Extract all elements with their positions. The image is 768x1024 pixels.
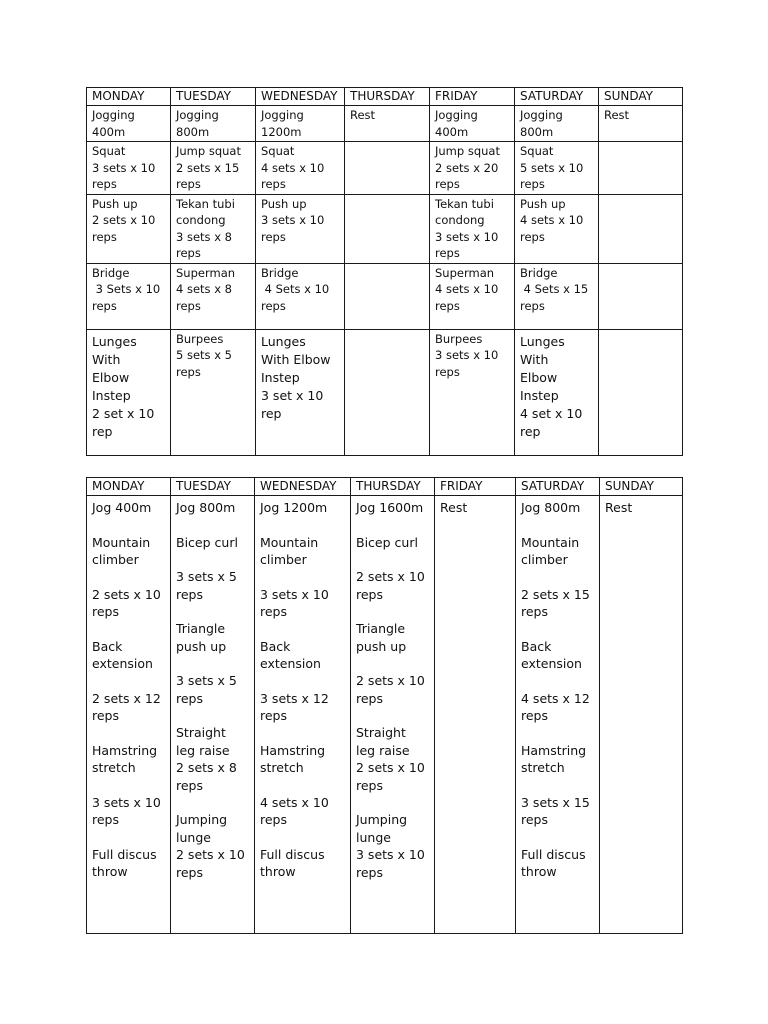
cell-text-line: Jog 800m [176, 500, 236, 515]
cell-text-line: Full discus [92, 846, 157, 862]
cell-text-line: Jog 800m [521, 500, 581, 515]
cell-text-line: Hamstring [521, 742, 587, 758]
cell-text-line: 3 sets x 15 [521, 794, 590, 810]
cell-text-line: Straight [176, 725, 226, 740]
cell-text-line: Instep [520, 387, 559, 403]
cell-text-line: Rest [604, 108, 630, 122]
table-cell [87, 496, 171, 934]
cell-text-line: 2 sets x 15 [176, 160, 240, 175]
cell-text-line: Back [260, 638, 291, 654]
cell-text-line: reps [435, 177, 460, 191]
cell-text-line: 4 Sets x 10 [261, 282, 330, 296]
cell-text-line: reps [260, 708, 288, 723]
spacer [356, 603, 429, 620]
cell-text-line: Lunges [520, 333, 565, 349]
cell-text-line: stretch [521, 760, 565, 775]
cell-text-line: Rest [350, 108, 376, 122]
cell-text-line: 3 sets x 12 [260, 690, 329, 706]
spacer [92, 777, 165, 794]
cell-text-line: 5 sets x 10 [520, 160, 584, 175]
cell-text-line: Elbow [92, 369, 130, 385]
cell-text-line: lunge [176, 829, 211, 845]
day-header: SUNDAY [600, 478, 683, 496]
cell-text-line: extension [92, 656, 153, 671]
cell-text-line: 4 sets x 10 [435, 282, 499, 296]
table-cell [87, 329, 171, 455]
cell-text-line: 2 sets x 10 [356, 673, 425, 688]
table-cell [430, 194, 515, 263]
spacer [92, 725, 165, 742]
spacer [521, 673, 594, 690]
cell-text-line: 2 sets x 10 [176, 847, 245, 862]
table-cell [256, 263, 345, 329]
day-header: FRIDAY [435, 478, 516, 496]
table-cell [345, 329, 430, 455]
day-header: FRIDAY [430, 88, 515, 106]
cell-text-line: rep [92, 423, 113, 439]
cell-text-line: 3 sets x 10 [92, 160, 156, 175]
spacer [260, 517, 345, 534]
cell-text-line: throw [260, 864, 296, 879]
cell-text-line: reps [176, 246, 201, 260]
spacer [176, 603, 249, 620]
spacer [260, 569, 345, 586]
cell-text-line: Jogging [435, 108, 478, 122]
cell-text-line: reps [176, 586, 204, 602]
cell-text-line: Full discus [521, 846, 586, 862]
day-header: TUESDAY [171, 478, 255, 496]
cell-text-line: Instep [92, 387, 131, 403]
table-cell [600, 496, 683, 934]
spacer [176, 794, 249, 811]
cell-text-line: reps [435, 298, 460, 313]
cell-text-line: 2 sets x 10 [92, 213, 156, 227]
cell-text-line: Hamstring [92, 742, 158, 758]
cell-text-line: Push up [261, 196, 307, 211]
cell-text-line: Superman [176, 265, 236, 280]
cell-text-line: 3 set x 10 [261, 387, 324, 403]
cell-text-line: 4 sets x 12 [521, 690, 590, 706]
cell-text-line: 2 sets x 15 [521, 586, 590, 602]
cell-text-line: reps [435, 364, 460, 379]
cell-text-line: stretch [92, 760, 136, 775]
spacer [176, 707, 249, 724]
cell-text-line: Triangle [356, 621, 406, 636]
cell-text-line: Jogging [92, 108, 135, 122]
cell-text-line: reps [92, 229, 117, 244]
day-header: WEDNESDAY [256, 88, 345, 106]
cell-text-line: Bridge [261, 265, 299, 280]
day-header: THURSDAY [351, 478, 435, 496]
spacer [521, 777, 594, 794]
cell-text-line: Bridge [520, 265, 558, 280]
cell-text-line: condong [176, 213, 226, 227]
cell-text-line: Tekan tubi [176, 196, 235, 211]
cell-text-line: 3 sets x 10 [261, 213, 325, 227]
table-cell [345, 106, 430, 142]
cell-text-line: Jump squat [176, 144, 241, 158]
cell-text-line: Rest [440, 500, 468, 515]
table-cell [430, 142, 515, 195]
spacer [356, 707, 429, 724]
table-row [87, 106, 683, 142]
cell-text-line: reps [356, 777, 384, 793]
cell-text-line: 4 sets x 10 [261, 160, 325, 175]
table-cell [171, 496, 255, 934]
spacer [260, 725, 345, 742]
cell-text-line: Full discus [260, 846, 325, 862]
table-cell [599, 194, 683, 263]
day-header: SUNDAY [599, 88, 683, 106]
table-cell [171, 142, 256, 195]
cell-text-line: climber [521, 552, 568, 567]
cell-text-line: 3 sets x 10 [260, 586, 329, 602]
cell-text-line: reps [520, 229, 545, 244]
day-header: MONDAY [87, 478, 171, 496]
cell-text-line: Rest [605, 500, 633, 515]
table-cell [171, 329, 256, 455]
table-cell [87, 263, 171, 329]
table-row [87, 142, 683, 195]
cell-text-line: With [92, 351, 121, 367]
spacer [176, 517, 249, 534]
cell-text-line: reps [356, 586, 384, 602]
cell-text-line: reps [520, 298, 545, 313]
cell-text-line: climber [92, 552, 139, 567]
table-cell [515, 329, 599, 455]
cell-text-line: 2 sets x 12 [92, 690, 161, 706]
cell-text-line: Burpees [176, 331, 224, 346]
cell-text-line: condong [435, 213, 485, 227]
cell-text-line: push up [356, 638, 407, 654]
cell-text-line: reps [176, 364, 201, 379]
cell-text-line: Squat [261, 144, 295, 158]
table-cell [515, 263, 599, 329]
cell-text-line: Jogging [520, 108, 563, 122]
cell-text-line: Mountain [92, 534, 151, 550]
cell-text-line: Push up [520, 196, 566, 211]
table-row [87, 194, 683, 263]
cell-text-line: Hamstring [260, 742, 326, 758]
cell-text-line: Back [92, 638, 123, 654]
day-header: WEDNESDAY [255, 478, 351, 496]
weekly-schedule-table-2 [86, 477, 683, 934]
cell-text-line: Squat [520, 144, 554, 158]
cell-text-line: Lunges [261, 333, 306, 349]
cell-text-line: reps [92, 708, 120, 723]
cell-text-line: Jog 400m [92, 500, 152, 515]
spacer [176, 655, 249, 672]
spacer [521, 517, 594, 534]
table-cell [345, 142, 430, 195]
cell-text-line: 3 sets x 10 [92, 794, 161, 810]
cell-text-line: reps [260, 604, 288, 619]
cell-text-line: 5 sets x 5 [176, 348, 232, 362]
table-cell [430, 329, 515, 455]
table-header-row [87, 88, 683, 106]
cell-text-line: 3 sets x 8 [176, 229, 232, 244]
cell-text-line: Jogging [176, 108, 219, 122]
table-cell [256, 142, 345, 195]
cell-text-line: Lunges [92, 333, 137, 349]
cell-text-line: Jump squat [435, 144, 500, 158]
cell-text-line: 400m [435, 124, 469, 139]
table-cell [599, 329, 683, 455]
cell-text-line: Instep [261, 369, 300, 385]
cell-text-line: rep [520, 423, 541, 439]
table-cell [171, 263, 256, 329]
spacer [521, 829, 594, 846]
cell-text-line: reps [521, 604, 549, 619]
cell-text-line: 2 sets x 20 [435, 160, 499, 175]
table-cell [87, 142, 171, 195]
cell-text-line: reps [260, 812, 288, 827]
spacer [356, 655, 429, 672]
cell-text-line: 3 Sets x 10 [92, 282, 161, 296]
cell-text-line: reps [261, 298, 286, 313]
table-cell [430, 263, 515, 329]
table-cell [435, 496, 516, 934]
table-cell [255, 496, 351, 934]
cell-text-line: reps [92, 812, 120, 827]
cell-text-line: reps [521, 812, 549, 827]
cell-text-line: 2 sets x 10 [356, 760, 425, 775]
cell-text-line: reps [92, 298, 117, 313]
cell-text-line: reps [435, 246, 460, 260]
table-cell [345, 263, 430, 329]
spacer [260, 777, 345, 794]
table-row [87, 496, 683, 934]
spacer [260, 673, 345, 690]
table-header-row [87, 478, 683, 496]
cell-text-line: reps [176, 690, 204, 706]
table-cell [599, 142, 683, 195]
spacer [176, 551, 249, 568]
cell-text-line: reps [92, 177, 117, 191]
cell-text-line: reps [92, 604, 120, 619]
table-cell [171, 194, 256, 263]
spacer [260, 621, 345, 638]
table-cell [171, 106, 256, 142]
day-header: TUESDAY [171, 88, 256, 106]
cell-text-line: reps [261, 177, 286, 191]
cell-text-line: Squat [92, 144, 126, 158]
cell-text-line: extension [521, 656, 582, 671]
cell-text-line: reps [356, 864, 384, 880]
spacer [92, 569, 165, 586]
table-cell [256, 329, 345, 455]
cell-text-line: 800m [176, 124, 210, 139]
cell-text-line: Straight [356, 725, 406, 740]
cell-text-line: 4 sets x 8 [176, 282, 232, 296]
cell-text-line: push up [176, 638, 227, 654]
cell-text-line: 3 sets x 10 [356, 847, 425, 862]
cell-text-line: 4 Sets x 15 [520, 282, 589, 296]
cell-text-line: Jog 1600m [356, 500, 424, 515]
cell-text-line: 2 sets x 10 [92, 586, 161, 602]
day-header: THURSDAY [345, 88, 430, 106]
cell-text-line: extension [260, 656, 321, 671]
table-cell [430, 106, 515, 142]
cell-text-line: Jumping [356, 812, 408, 827]
cell-text-line: 2 set x 10 [92, 405, 155, 421]
table-cell [87, 194, 171, 263]
spacer [521, 725, 594, 742]
cell-text-line: Jogging [261, 108, 304, 122]
cell-text-line: 4 sets x 10 [520, 213, 584, 227]
table-row [87, 263, 683, 329]
spacer [92, 829, 165, 846]
spacer [521, 569, 594, 586]
cell-text-line: reps [521, 708, 549, 723]
cell-text-line: throw [521, 864, 557, 879]
cell-text-line: stretch [260, 760, 304, 775]
table-cell [87, 106, 171, 142]
cell-text-line: 800m [520, 124, 554, 139]
spacer [260, 829, 345, 846]
cell-text-line: Mountain [521, 534, 580, 550]
table-cell [515, 106, 599, 142]
spacer [92, 673, 165, 690]
cell-text-line: Elbow [520, 369, 558, 385]
cell-text-line: 4 sets x 10 [260, 794, 329, 810]
cell-text-line: 2 sets x 8 [176, 760, 237, 775]
cell-text-line: rep [261, 405, 282, 421]
cell-text-line: Bridge [92, 265, 130, 280]
cell-text-line: reps [520, 177, 545, 191]
table-cell [256, 106, 345, 142]
cell-text-line: lunge [356, 829, 391, 845]
cell-text-line: Back [521, 638, 552, 654]
day-header: SATURDAY [515, 88, 599, 106]
spacer [356, 794, 429, 811]
cell-text-line: 3 sets x 10 [435, 229, 499, 244]
cell-text-line: Superman [435, 265, 495, 280]
cell-text-line: Tekan tubi [435, 196, 494, 211]
cell-text-line: With Elbow [261, 351, 331, 367]
cell-text-line: reps [176, 864, 204, 880]
cell-text-line: reps [261, 229, 286, 244]
table-cell [351, 496, 435, 934]
table-row [87, 329, 683, 455]
table-cell [599, 106, 683, 142]
cell-text-line: Mountain [260, 534, 319, 550]
cell-text-line: reps [176, 777, 204, 793]
cell-text-line: leg raise [176, 742, 230, 758]
cell-text-line: throw [92, 864, 128, 879]
cell-text-line: 3 sets x 10 [435, 348, 499, 362]
table-cell [345, 194, 430, 263]
cell-text-line: Bicep curl [176, 534, 238, 550]
table-cell [515, 142, 599, 195]
spacer [92, 517, 165, 534]
day-header: SATURDAY [516, 478, 600, 496]
cell-text-line: 400m [92, 124, 126, 139]
cell-text-line: Bicep curl [356, 534, 418, 550]
spacer [92, 621, 165, 638]
spacer [356, 517, 429, 534]
cell-text-line: 2 sets x 10 [356, 569, 425, 584]
cell-text-line: 3 sets x 5 [176, 673, 237, 688]
cell-text-line: reps [356, 690, 384, 706]
table-cell [515, 194, 599, 263]
cell-text-line: Push up [92, 196, 138, 211]
table-cell [599, 263, 683, 329]
cell-text-line: 1200m [261, 124, 302, 139]
cell-text-line: Burpees [435, 331, 483, 346]
cell-text-line: Jog 1200m [260, 500, 328, 515]
weekly-schedule-table-1 [86, 87, 683, 456]
cell-text-line: Triangle [176, 621, 226, 636]
table-cell [516, 496, 600, 934]
cell-text-line: With [520, 351, 549, 367]
cell-text-line: reps [176, 298, 201, 313]
day-header: MONDAY [87, 88, 171, 106]
spacer [521, 621, 594, 638]
cell-text-line: 3 sets x 5 [176, 569, 237, 584]
cell-text-line: reps [176, 177, 201, 191]
cell-text-line: 4 set x 10 [520, 405, 583, 421]
spacer [356, 551, 429, 568]
cell-text-line: climber [260, 552, 307, 567]
table-cell [256, 194, 345, 263]
cell-text-line: leg raise [356, 742, 410, 758]
cell-text-line: Jumping [176, 812, 228, 827]
